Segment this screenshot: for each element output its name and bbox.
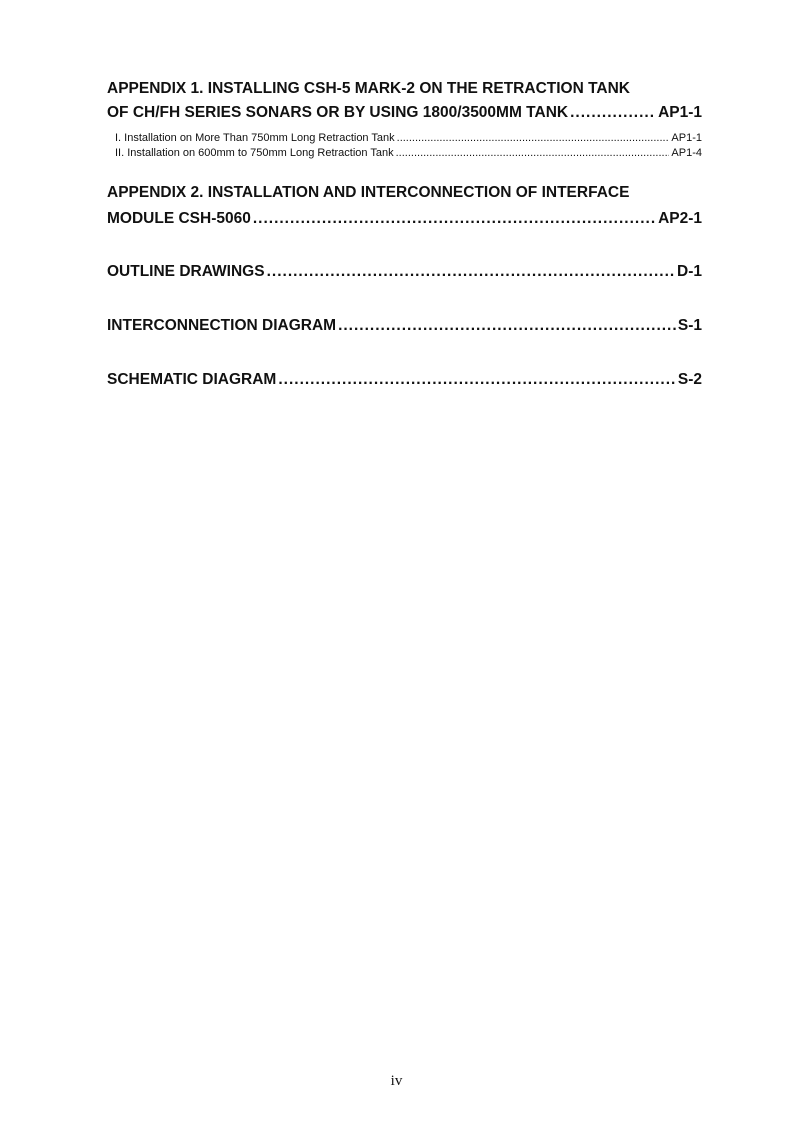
toc-appendix-1-title: APPENDIX 1. INSTALLING CSH-5 MARK-2 ON THE RETRACTION TANK xyxy=(107,80,630,97)
dot-leader xyxy=(253,210,656,228)
toc-interconnection-page: S-1 xyxy=(677,317,702,334)
toc-appendix-1-title-line2: OF CH/FH SERIES SONARS OR BY USING 1800/3500MM TANK xyxy=(107,104,569,121)
toc-appendix-2 xyxy=(107,184,702,234)
toc-outline-page: D-1 xyxy=(677,263,702,280)
dot-leader xyxy=(397,132,670,144)
toc-sub-page: AP1-1 xyxy=(671,132,702,144)
dot-leader xyxy=(278,371,676,389)
toc-appendix-1-entry[interactable] xyxy=(107,104,702,130)
toc-appendix-2-title-line2: MODULE CSH-5060 xyxy=(107,210,251,227)
toc-sub-title: II. Installation on 600mm to 750mm Long Retraction Tank xyxy=(115,147,394,159)
dot-leader xyxy=(396,147,670,159)
toc-appendix-1 xyxy=(107,80,702,162)
toc-appendix-2-entry[interactable] xyxy=(107,210,702,234)
dot-leader xyxy=(267,263,675,281)
toc-sub-title: I. Installation on More Than 750mm Long Retraction Tank xyxy=(115,132,395,144)
toc-appendix-1-page: AP1-1 xyxy=(658,104,702,121)
toc-sub-entry[interactable] xyxy=(107,147,702,162)
toc-schematic-page: S-2 xyxy=(677,371,702,388)
toc-schematic-diagram[interactable] xyxy=(107,371,702,395)
page-number: iv xyxy=(390,1073,403,1089)
toc-outline-title: OUTLINE DRAWINGS xyxy=(107,263,265,280)
toc-appendix-2-title: APPENDIX 2. INSTALLATION AND INTERCONNECTION OF INTERFACE xyxy=(107,184,630,201)
toc-schematic-title: SCHEMATIC DIAGRAM xyxy=(107,371,277,388)
toc-appendix-2-page: AP2-1 xyxy=(658,210,702,227)
dot-leader xyxy=(570,104,656,122)
table-of-contents xyxy=(107,80,702,395)
toc-sub-entry[interactable] xyxy=(107,132,702,147)
toc-interconnection-title: INTERCONNECTION DIAGRAM xyxy=(107,317,337,334)
toc-interconnection-diagram[interactable] xyxy=(107,317,702,341)
toc-outline-drawings[interactable] xyxy=(107,263,702,287)
toc-sub-page: AP1-4 xyxy=(671,147,702,159)
dot-leader xyxy=(338,317,676,335)
